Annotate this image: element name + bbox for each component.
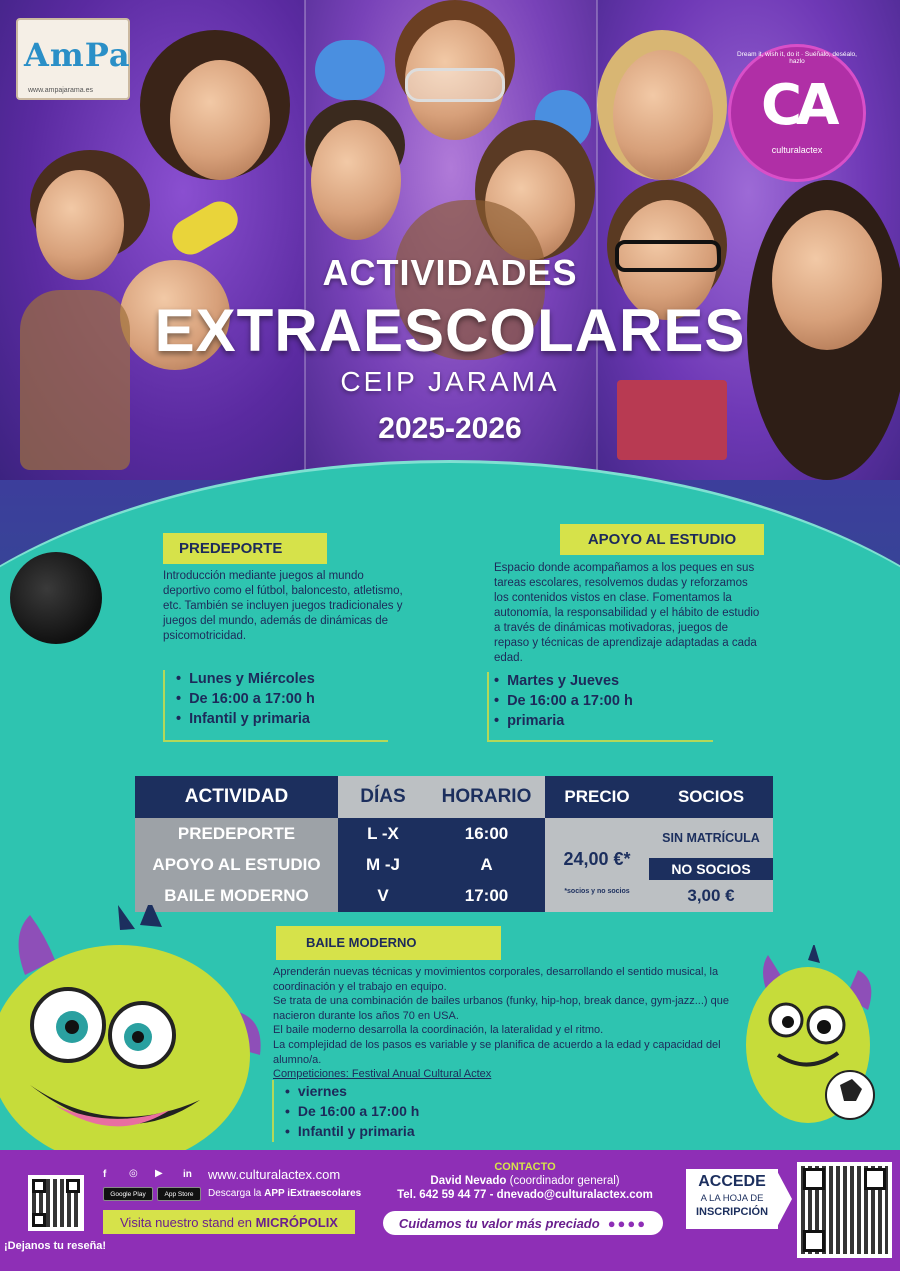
logo-ring-text: Dream it, wish it, do it · Suéñalo, deséalo, hazlo [737,51,857,65]
website-link[interactable]: www.culturalactex.com [208,1167,341,1182]
baile-competiciones: Competiciones: Festival Anual Cultural Actex [273,1068,492,1081]
baile-paragraph: El baile moderno desarrolla la coordinación, la lateralidad y el ritmo. [273,1024,604,1037]
logo-mark: CA [761,73,834,138]
title-line-1: ACTIVIDADES [322,252,578,293]
list-item: • Infantil y primaria [285,1121,419,1141]
table-cell-precio [545,818,649,912]
no-socios-price: 3,00 € [649,880,773,912]
contacto-label: CONTACTO [494,1161,556,1173]
baile-bullets [285,1081,419,1141]
dots-icon: ●●●● [607,1215,648,1231]
ampa-logo[interactable]: AmPa www.ampajarama.es [16,18,130,100]
list-item: • primaria [494,711,633,731]
table-header-actividad: ACTIVIDAD [135,776,338,818]
sin-matricula: SIN MATRÍCULA [649,818,773,858]
no-socios-label: NO SOCIOS [649,858,773,880]
table-header-dias: DÍAS [338,776,428,818]
app-download-text: Descarga la APP iExtraescolares [208,1188,362,1199]
table-row: BAILE MODERNO [135,880,338,912]
contact-phone-email[interactable]: Tel. 642 59 44 77 - dnevado@culturalactex.com [397,1189,653,1201]
list-item: • Infantil y primaria [176,709,315,729]
arrow-icon [776,1169,792,1229]
yellow-monster-left-icon [0,905,270,1150]
apoyo-description: Espacio donde acompañamos a los peques en sus tareas escolares, resolvemos dudas y reforzamos los contenidos vistos en clase. Fomentamos la autonomía, la responsabilidad y el hábito de estudio a través de dinámicas motivadoras, juegos de repaso y técnicas de aprendizaje adaptadas a cada edad. [494,562,760,664]
baile-paragraph: La complejidad de los pasos es variable y se planifica de acuerdo a la edad y capacidad del alumno/a. [273,1038,721,1066]
inscription-button[interactable]: ACCEDE A LA HOJA DE INSCRIPCIÓN [686,1169,778,1229]
youtube-icon[interactable]: ▶ [155,1168,163,1179]
table-header-precio: PRECIO [545,776,649,818]
list-item: • De 16:00 a 17:00 h [176,689,315,709]
photo-panel-science [305,0,597,480]
baile-label: BAILE MODERNO [276,926,501,960]
panel-divider [304,0,306,470]
list-item: • Martes y Jueves [494,671,633,691]
list-item: • De 16:00 a 17:00 h [494,691,633,711]
school-name: CEIP JARAMA [340,366,560,397]
apoyo-bullets [494,671,633,731]
linkedin-icon[interactable]: in [183,1169,192,1180]
inscription-qr-code[interactable] [797,1162,892,1258]
yellow-monster-right-icon [728,945,888,1145]
title-line-2: EXTRAESCOLARES [154,297,746,364]
predeporte-description: Introducción mediante juegos al mundo deportivo como el fútbol, baloncesto, atletismo, etc. También se incluyen juegos tradicionales y juegos del mundo, además de dinámicas de psicomotricidad. [163,570,403,642]
contact-person: David Nevado (coordinador general) [430,1175,620,1187]
price-note: *socios y no socios [564,888,630,895]
table-header-socios: SOCIOS [649,776,773,818]
table-row: APOYO AL ESTUDIO [135,849,338,880]
google-play-badge[interactable]: Google Play [103,1187,153,1201]
table-cell-horario: 16:00 [428,818,545,849]
baile-paragraph: Se trata de una combinación de bailes urbanos (funky, hip-hop, break dance, gym-jazz...) que nacieron durante los años 70 en USA. [273,995,729,1022]
list-item: • viernes [285,1081,419,1101]
schedule-table [135,776,773,912]
review-text[interactable]: ¡Dejanos tu reseña! [4,1240,107,1252]
panel-divider [596,0,598,470]
list-item: • De 16:00 a 17:00 h [285,1101,419,1121]
table-row: PREDEPORTE [135,818,338,849]
baile-description [273,965,733,1082]
table-cell-horario: 17:00 [428,880,545,912]
logo-brand: culturalactex [771,145,823,155]
app-store-badge[interactable]: App Store [157,1187,201,1201]
apoyo-label: APOYO AL ESTUDIO [560,524,764,555]
table-cell-dias: M -J [338,849,428,880]
list-item: • Lunes y Miércoles [176,669,315,689]
predeporte-bullets [176,669,315,729]
instagram-icon[interactable]: ◎ [129,1168,138,1179]
school-year: 2025-2026 [378,412,522,445]
slogan-banner: Cuidamos tu valor más preciado ●●●● [383,1211,663,1235]
facebook-icon[interactable]: f [103,1169,107,1180]
review-qr-code[interactable] [28,1175,84,1231]
price-value: 24,00 €* [563,849,631,869]
table-header-horario: HORARIO [428,776,545,818]
culturalactex-logo[interactable] [728,44,866,182]
football-icon [10,552,102,644]
predeporte-label: PREDEPORTE [163,533,327,564]
stand-banner[interactable]: Visita nuestro stand en MICRÓPOLIX [103,1210,355,1234]
table-cell-dias: L -X [338,818,428,849]
table-cell-dias: V [338,880,428,912]
table-cell-horario: A [428,849,545,880]
baile-paragraph: Aprenderán nuevas técnicas y movimientos corporales, desarrollando el sentido musical, la coordinación y el trabajo en equipo. [273,966,719,993]
